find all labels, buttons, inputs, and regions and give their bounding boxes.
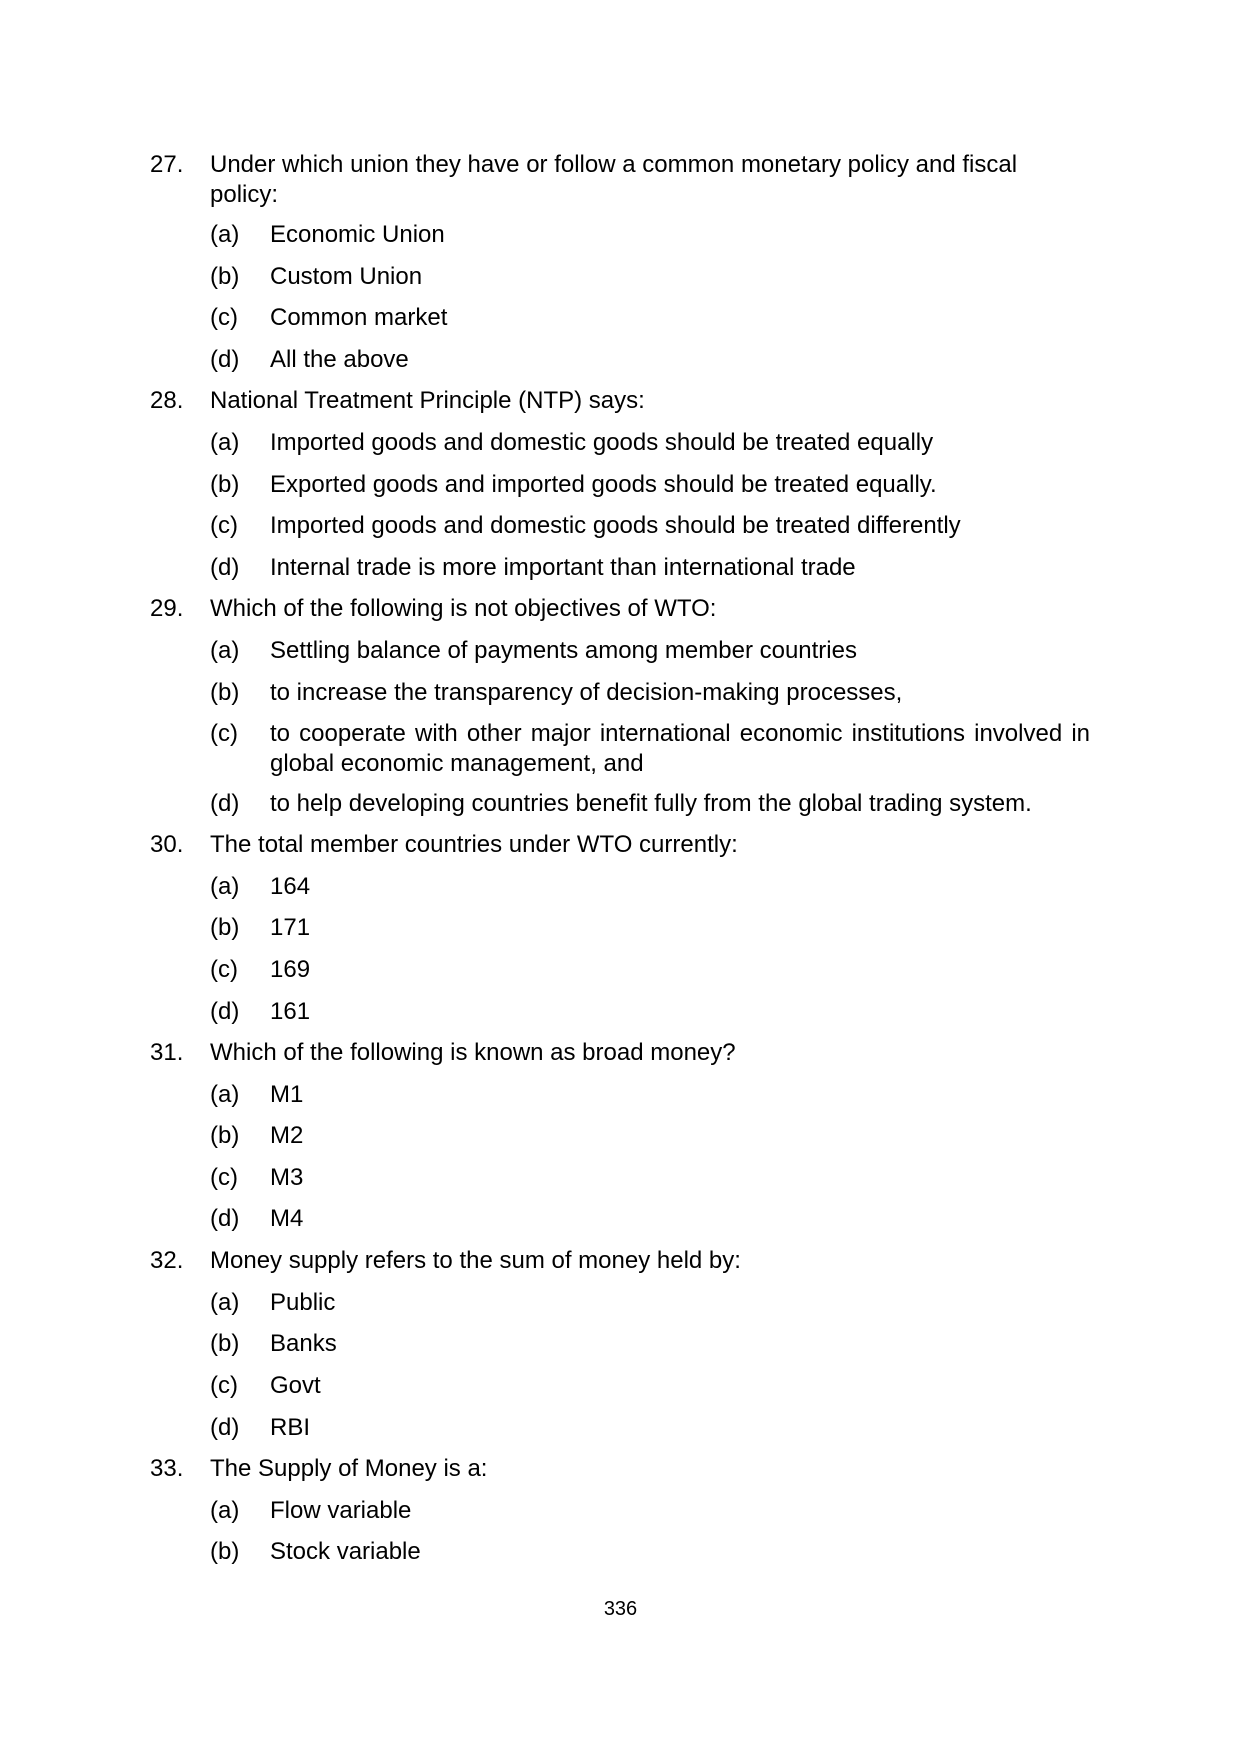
option-letter: (d) bbox=[210, 790, 240, 817]
option-text: M1 bbox=[270, 1081, 304, 1108]
option-letter: (b) bbox=[210, 471, 240, 498]
option-text: Exported goods and imported goods should be treated equally. bbox=[270, 471, 937, 498]
option-text: Public bbox=[270, 1289, 336, 1316]
question-number: 28. bbox=[150, 387, 184, 414]
option-letter: (d) bbox=[210, 554, 240, 581]
option-text: 161 bbox=[270, 998, 311, 1025]
option-text: Imported goods and domestic goods should be treated equally bbox=[270, 429, 934, 456]
option-letter: (a) bbox=[210, 637, 240, 664]
option-text: M2 bbox=[270, 1122, 304, 1149]
option-text: Common market bbox=[270, 304, 448, 331]
option-letter: (a) bbox=[210, 873, 240, 900]
question-number: 27. bbox=[150, 151, 184, 178]
option-text: to increase the transparency of decision-making processes, bbox=[270, 679, 903, 706]
question-text: National Treatment Principle (NTP) says: bbox=[210, 387, 645, 414]
option-letter: (d) bbox=[210, 1205, 240, 1232]
option-letter: (b) bbox=[210, 1538, 240, 1565]
question-text: Which of the following is not objectives of WTO: bbox=[210, 595, 717, 622]
page-number: 336 bbox=[603, 1598, 638, 1620]
option-letter: (d) bbox=[210, 1414, 240, 1441]
question-text: Under which union they have or follow a common monetary policy and fiscal policy: bbox=[210, 151, 1018, 208]
option-text: 164 bbox=[270, 873, 311, 900]
option-letter: (c) bbox=[210, 720, 238, 747]
option-letter: (d) bbox=[210, 346, 240, 373]
question-number: 33. bbox=[150, 1455, 184, 1482]
question-text: The total member countries under WTO currently: bbox=[210, 831, 738, 858]
option-text: to help developing countries benefit fully from the global trading system. bbox=[270, 790, 1032, 817]
question-number: 30. bbox=[150, 831, 184, 858]
option-letter: (d) bbox=[210, 998, 240, 1025]
option-letter: (c) bbox=[210, 512, 238, 539]
option-letter: (b) bbox=[210, 263, 240, 290]
option-text: Settling balance of payments among member countries bbox=[270, 637, 857, 664]
option-letter: (a) bbox=[210, 221, 240, 248]
option-text: Custom Union bbox=[270, 263, 423, 290]
option-letter: (b) bbox=[210, 914, 240, 941]
question-text: Which of the following is known as broad money? bbox=[210, 1039, 736, 1066]
option-text: 169 bbox=[270, 956, 311, 983]
option-letter: (b) bbox=[210, 679, 240, 706]
option-text: to cooperate with other major international economic institutions involved in global economic management, and bbox=[270, 720, 1090, 777]
question-text: The Supply of Money is a: bbox=[210, 1455, 488, 1482]
option-text: M4 bbox=[270, 1205, 304, 1232]
option-letter: (a) bbox=[210, 1289, 240, 1316]
option-text: Internal trade is more important than international trade bbox=[270, 554, 856, 581]
option-text: Stock variable bbox=[270, 1538, 421, 1565]
question-text: Money supply refers to the sum of money held by: bbox=[210, 1247, 741, 1274]
option-letter: (a) bbox=[210, 1081, 240, 1108]
option-text: Flow variable bbox=[270, 1497, 412, 1524]
question-number: 32. bbox=[150, 1247, 184, 1274]
option-letter: (c) bbox=[210, 1164, 238, 1191]
question-number: 31. bbox=[150, 1039, 184, 1066]
option-text: All the above bbox=[270, 346, 409, 373]
option-text: Banks bbox=[270, 1330, 337, 1357]
option-text: 171 bbox=[270, 914, 311, 941]
option-text: M3 bbox=[270, 1164, 304, 1191]
question-number: 29. bbox=[150, 595, 184, 622]
option-letter: (c) bbox=[210, 304, 238, 331]
option-text: Economic Union bbox=[270, 221, 445, 248]
option-text: Imported goods and domestic goods should be treated differently bbox=[270, 512, 961, 539]
option-letter: (a) bbox=[210, 429, 240, 456]
option-letter: (a) bbox=[210, 1497, 240, 1524]
option-text: Govt bbox=[270, 1372, 321, 1399]
option-text: RBI bbox=[270, 1414, 311, 1441]
option-letter: (c) bbox=[210, 956, 238, 983]
option-letter: (b) bbox=[210, 1330, 240, 1357]
option-letter: (b) bbox=[210, 1122, 240, 1149]
option-letter: (c) bbox=[210, 1372, 238, 1399]
